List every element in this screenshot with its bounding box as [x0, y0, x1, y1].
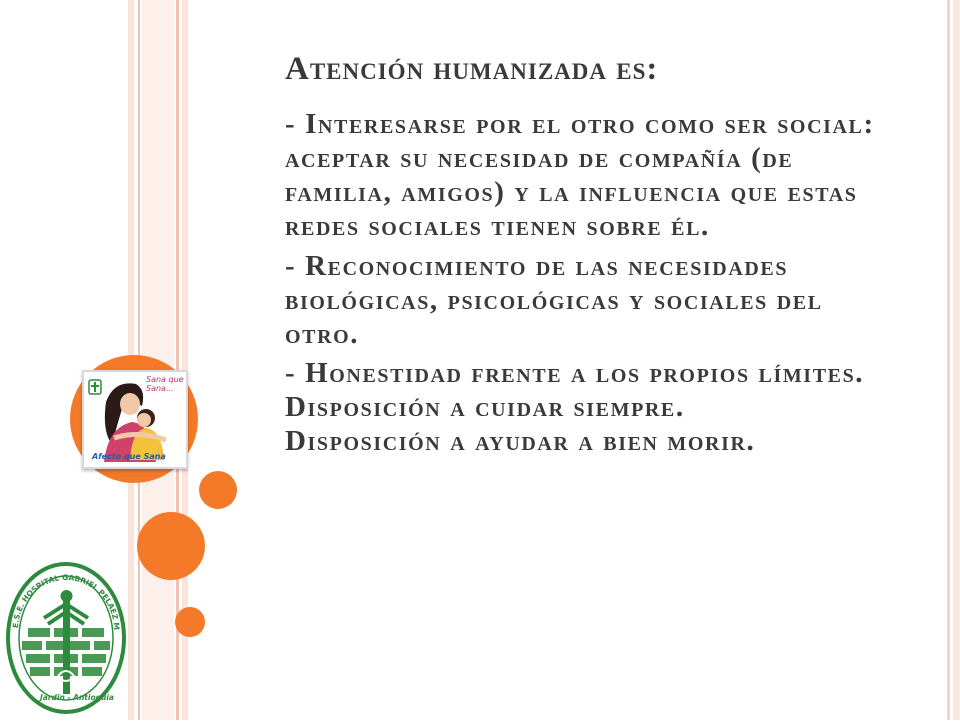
body-paragraph: Disposición a ayudar a bien morir. — [285, 425, 756, 458]
decorative-circle — [175, 607, 205, 637]
body-paragraph: - Interesarse por el otro como ser social: aceptar su necesidad de compañía (de familia, amigos) y la influencia que estas redes sociales tienen sobre él. — [285, 108, 875, 242]
svg-text:E.S.E. HOSPITAL GABRIEL PELAEZ: E.S.E. HOSPITAL GABRIEL PELAEZ M — [10, 572, 122, 631]
slide-body — [285, 108, 895, 459]
body-paragraph: - Honestidad frente a los propios límites. — [285, 357, 865, 390]
slide-title: Atención humanizada es: — [285, 51, 659, 87]
decorative-stripe — [947, 0, 950, 720]
badge-bottom-text: Afecto que Sana — [92, 452, 166, 461]
decorative-stripe — [953, 0, 960, 720]
hospital-logo — [4, 558, 128, 716]
decorative-circle — [137, 512, 205, 580]
sana-que-sana-badge — [82, 370, 188, 469]
badge-top-text: Sana que Sana... — [146, 375, 184, 393]
logo-bottom-text: Jardin - Antioquia — [40, 693, 114, 702]
body-paragraph: - Reconocimiento de las necesidades biológicas, psicológicas y sociales del otro. — [285, 249, 823, 350]
decorative-circle — [199, 471, 237, 509]
body-paragraph: Disposición a cuidar siempre. — [285, 391, 685, 424]
